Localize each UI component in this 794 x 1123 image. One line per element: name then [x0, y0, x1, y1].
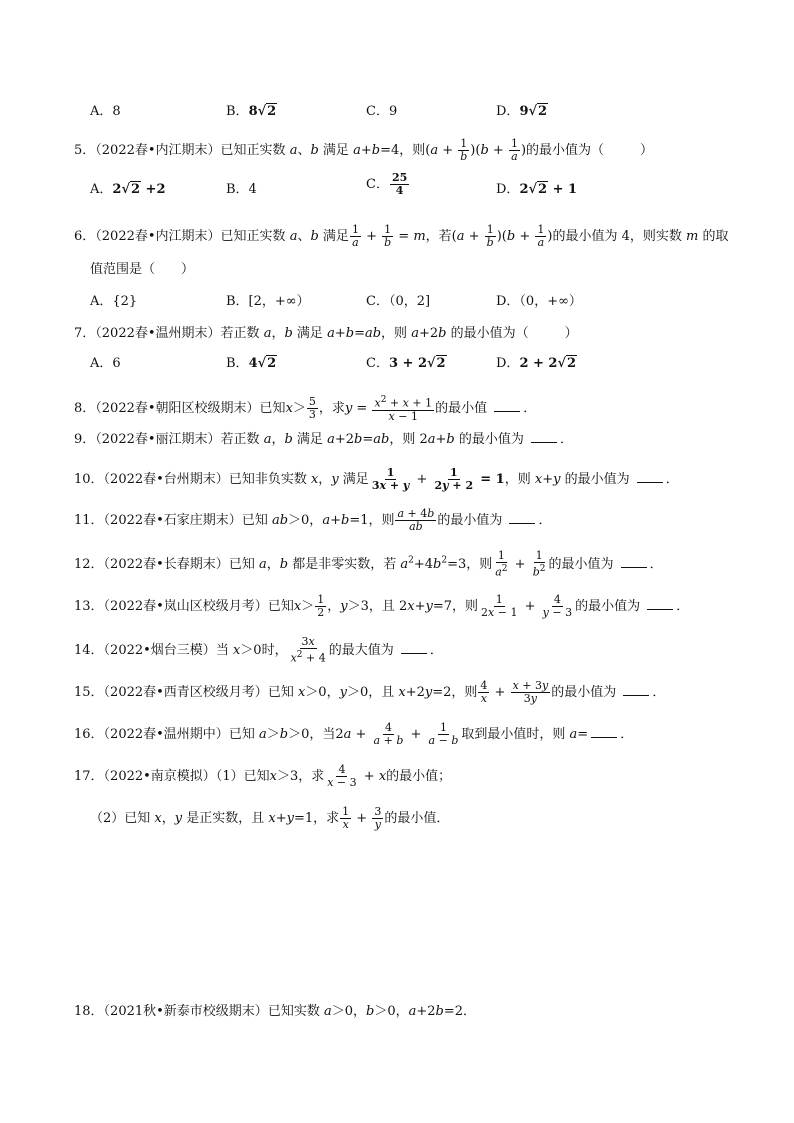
- q6-continuation: 值范围是（ ）: [90, 262, 195, 277]
- q10-number: 10．: [74, 472, 104, 487]
- q15-source: （2022春•西青区校级月考）: [103, 685, 268, 700]
- q5-number: 5．: [74, 143, 96, 158]
- question-6: 6．（2022春•内江期末）已知正实数 a、b 满足 $\frac{1}{a}$ + $\frac{1}{b}$ = m，若(a + $\frac{1}{b}$ )(b + $\frac{1}{a}$ )的最小值为 4，则实数 m 的取: [74, 223, 729, 249]
- q16-answer-blank[interactable]: [591, 725, 617, 738]
- q12-number: 12．: [74, 556, 104, 572]
- q7-option-d: D．2 + 2√2: [496, 356, 577, 371]
- q12-source: （2022春•长春期末）: [103, 556, 229, 572]
- q5-source: （2022春•内江期末）: [95, 143, 221, 158]
- q13-number: 13．: [74, 599, 104, 614]
- q18-number: 18．: [74, 1004, 104, 1019]
- q15-number: 15．: [74, 685, 104, 700]
- q16-source: （2022春•温州期中）: [103, 727, 229, 742]
- q11-number: 11．: [74, 513, 104, 528]
- question-13: 13．（2022春•岚山区校级月考）已知x＞ $\frac{1}{2}$ ，y＞3，且 2x+y=7，则 $\frac{1}{2x - 1}$ + $\frac{4}{y - 3}$ 的最小值为 ．: [74, 593, 690, 619]
- question-16: 16．（2022春•温州期中）已知 a＞b＞0，当2a + $\frac{4}{a + b}$ + $\frac{1}{a - b}$ 取到最小值时，则 a= ．: [74, 721, 634, 747]
- q5-option-a: A．2√2 +2: [90, 182, 166, 197]
- q6-source: （2022春•内江期末）: [95, 229, 221, 244]
- q17-number: 17．: [74, 769, 104, 784]
- q7-number: 7．: [74, 326, 96, 341]
- q6-option-b: B．[2，+∞）: [226, 294, 310, 309]
- q5-option-c: C． $\frac{25}{4}$: [366, 171, 408, 197]
- q11-answer-blank[interactable]: [509, 511, 535, 524]
- q8-answer-blank[interactable]: [494, 399, 520, 412]
- q5-option-b: B．4: [226, 182, 257, 197]
- q4-option-d: D．9√2: [496, 104, 548, 119]
- q7-option-b: B．4√2: [226, 356, 277, 371]
- q14-answer-blank[interactable]: [401, 641, 427, 654]
- question-14: 14．（2022•烟台三模）当 x＞0时， $\frac{3x}{x^2 + 4}$ 的最大值为 ．: [74, 635, 443, 665]
- question-8: 8．（2022春•朝阳区校级期末）已知x＞ $\frac{5}{3}$ ，求y = $\frac{x^2 + x + 1}{x - 1}$ 的最小值 ．: [74, 394, 537, 423]
- q13-source: （2022春•岚山区校级月考）: [103, 599, 268, 614]
- question-9: 9．（2022春•丽江期末）若正数 a，b 满足 a+2b=ab，则 2a+b 的最小值为 ．: [74, 432, 573, 447]
- q6-number: 6．: [74, 229, 96, 244]
- q5-option-d: D．2√2 + 1: [496, 182, 578, 197]
- q10-answer-blank[interactable]: [637, 470, 663, 483]
- q12-answer-blank[interactable]: [621, 555, 647, 568]
- q6-option-a: A．{2}: [90, 294, 138, 309]
- question-7: 7．（2022春•温州期末）若正数 a，b 满足 a+b=ab，则 a+2b 的最小值为（ ）: [74, 326, 578, 341]
- q10-source: （2022春•台州期末）: [103, 472, 229, 487]
- q8-source: （2022春•朝阳区校级期末）: [95, 400, 260, 416]
- q4-option-a: A．8: [90, 104, 121, 119]
- question-18: 18．（2021秋•新泰市校级期末）已知实数 a＞0，b＞0，a+2b=2．: [74, 1004, 477, 1019]
- question-11: 11．（2022春•石家庄期末）已知 ab＞0，a+b=1，则 $\frac{a + 4b}{ab}$ 的最小值为 ．: [74, 507, 552, 533]
- q7-option-a: A．6: [90, 356, 121, 371]
- q17-part-2: （2）已知 x，y 是正实数，且 x+y=1，求 $\frac{1}{x}$ + $\frac{3}{y}$ 的最小值．: [90, 805, 450, 831]
- q4-option-b: B．8√2: [226, 104, 277, 119]
- q9-number: 9．: [74, 432, 96, 447]
- q4-option-c: C．9: [366, 104, 398, 119]
- q6-option-c: C．（0，2]: [366, 294, 431, 309]
- q8-number: 8．: [74, 400, 96, 416]
- question-15: 15．（2022春•西青区校级月考）已知 x＞0，y＞0，且 x+2y=2，则 $\frac{4}{x}$ + $\frac{x + 3y}{3y}$ 的最小值为 ．: [74, 679, 666, 705]
- q18-source: （2021秋•新泰市校级期末）: [103, 1004, 268, 1019]
- q13-answer-blank[interactable]: [647, 597, 673, 610]
- question-17: 17．（2022•南京模拟）（1）已知x＞3，求 $\frac{4}{x - 3}$ + x的最小值；: [74, 763, 452, 789]
- question-12: 12．（2022春•长春期末）已知 a，b 都是非零实数，若 $a^2+4b^2=3$，则 $\frac{1}{a^2}$ + $\frac{1}{b^2}$ 的最小值为 ．: [74, 549, 663, 579]
- q9-source: （2022春•丽江期末）: [95, 432, 221, 447]
- q6-option-d: D．（0，+∞）: [496, 294, 582, 309]
- q16-number: 16．: [74, 727, 104, 742]
- q11-source: （2022春•石家庄期末）: [103, 513, 242, 528]
- q7-source: （2022春•温州期末）: [95, 326, 221, 341]
- question-5: 5．（2022春•内江期末）已知正实数 a、b 满足 a+b=4，则(a + $\frac{1}{b}$ )(b + $\frac{1}{a}$ )的最小值为（ ）: [74, 137, 654, 163]
- q14-source: （2022•烟台三模）: [103, 642, 216, 658]
- question-10: 10．（2022春•台州期末）已知非负实数 x，y 满足 $\frac{1}{3x + y}$ + $\frac{1}{2y + 2}$ = 1，则 x+y 的最小值为 ．: [74, 466, 679, 492]
- q9-answer-blank[interactable]: [531, 430, 557, 443]
- q15-answer-blank[interactable]: [623, 683, 649, 696]
- q14-number: 14．: [74, 642, 104, 658]
- q17-source: （2022•南京模拟）: [103, 769, 216, 784]
- q7-option-c: C．3 + 2√2: [366, 356, 446, 371]
